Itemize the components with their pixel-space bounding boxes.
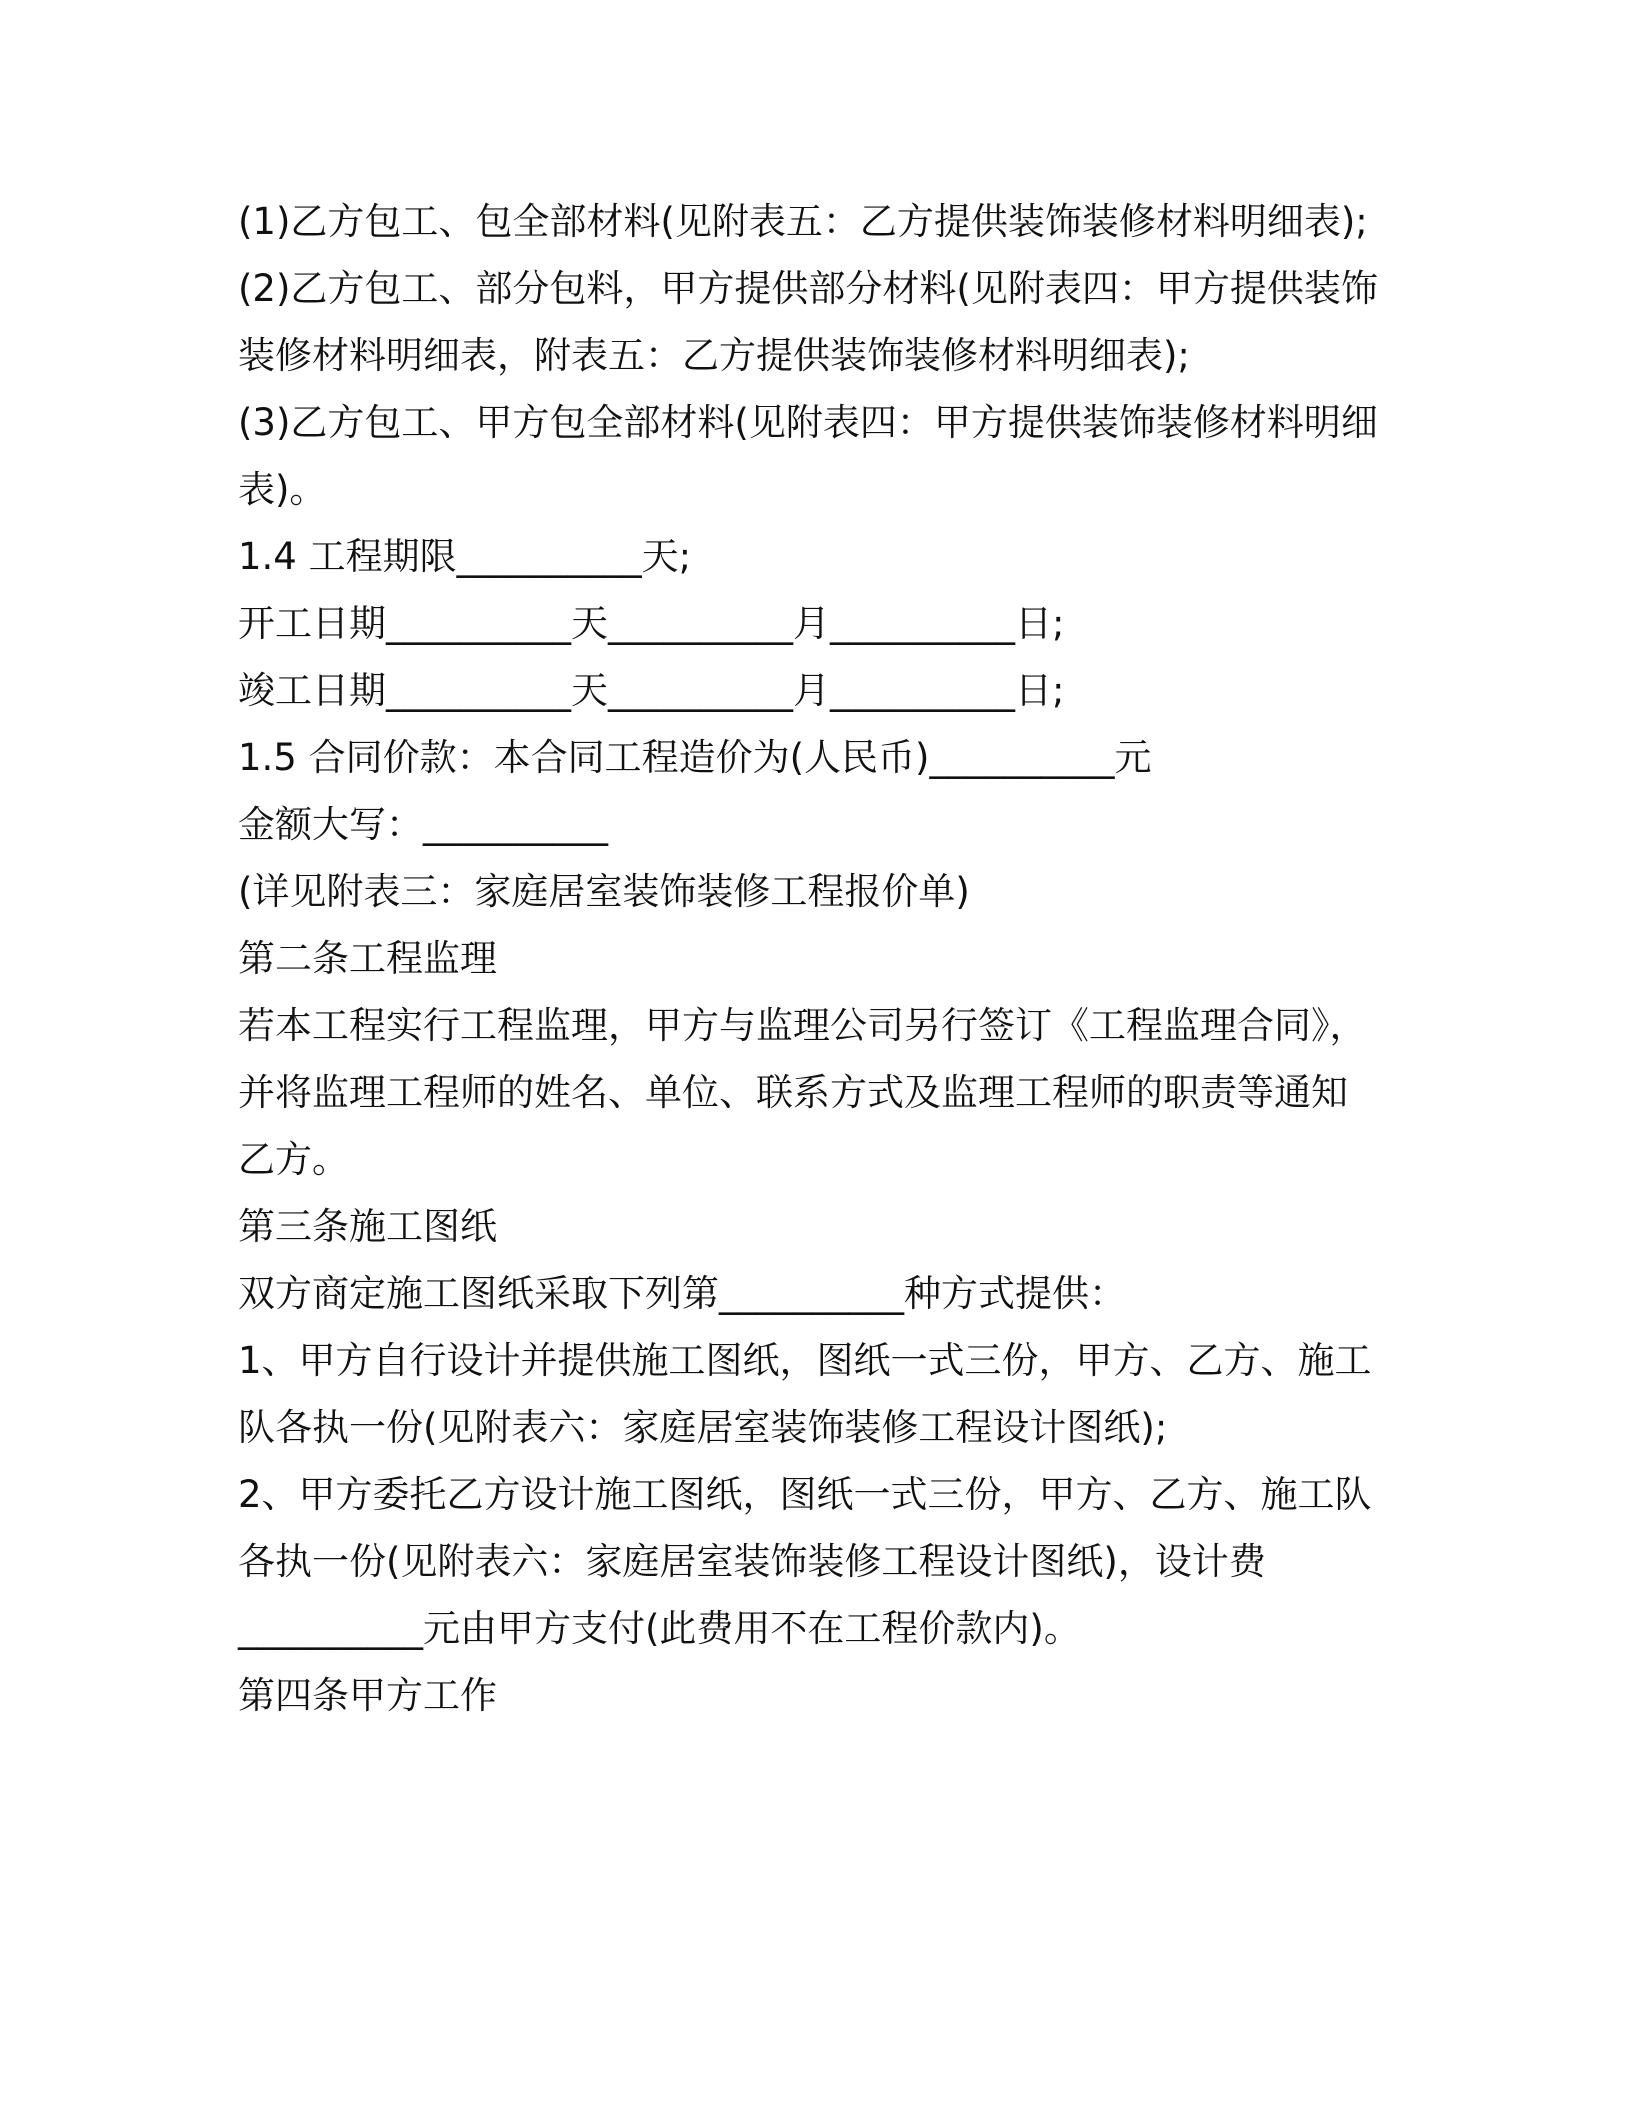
- text-line: 2、甲方委托乙方设计施工图纸，图纸一式三份，甲方、乙方、施工队: [238, 1473, 1372, 1516]
- text-line: 1.5 合同价款：本合同工程造价为(人民币)__________元: [238, 736, 1152, 779]
- text-line: 乙方。: [238, 1138, 349, 1181]
- text-line: 金额大写：__________: [238, 803, 608, 846]
- text-line: 开工日期__________天__________月__________日;: [238, 602, 1065, 645]
- text-line: (2)乙方包工、部分包料，甲方提供部分材料(见附表四：甲方提供装饰: [238, 267, 1378, 310]
- document-body: [238, 188, 1400, 1729]
- text-line: (1)乙方包工、包全部材料(见附表五：乙方提供装饰装修材料明细表);: [238, 200, 1368, 243]
- text-line: (详见附表三：家庭居室装饰装修工程报价单): [238, 870, 970, 913]
- text-line: 并将监理工程师的姓名、单位、联系方式及监理工程师的职责等通知: [238, 1071, 1348, 1114]
- section-heading: 第四条甲方工作: [238, 1674, 497, 1717]
- text-line: 1、甲方自行设计并提供施工图纸，图纸一式三份，甲方、乙方、施工: [238, 1339, 1372, 1382]
- text-line: 双方商定施工图纸采取下列第__________种方式提供：: [238, 1272, 1126, 1315]
- text-line: __________元由甲方支付(此费用不在工程价款内)。: [238, 1607, 1081, 1650]
- text-line: 队各执一份(见附表六：家庭居室装饰装修工程设计图纸);: [238, 1406, 1168, 1449]
- text-line: 表)。: [238, 468, 327, 511]
- text-line: 1.4 工程期限__________天;: [238, 535, 692, 578]
- text-line: 若本工程实行工程监理，甲方与监理公司另行签订《工程监理合同》，: [238, 1004, 1367, 1047]
- text-line: (3)乙方包工、甲方包全部材料(见附表四：甲方提供装饰装修材料明细: [238, 401, 1378, 444]
- section-heading: 第三条施工图纸: [238, 1205, 497, 1248]
- text-line: 各执一份(见附表六：家庭居室装饰装修工程设计图纸)，设计费: [238, 1540, 1266, 1583]
- text-line: 竣工日期__________天__________月__________日;: [238, 669, 1065, 712]
- section-heading: 第二条工程监理: [238, 937, 497, 980]
- text-line: 装修材料明细表，附表五：乙方提供装饰装修材料明细表);: [238, 334, 1190, 377]
